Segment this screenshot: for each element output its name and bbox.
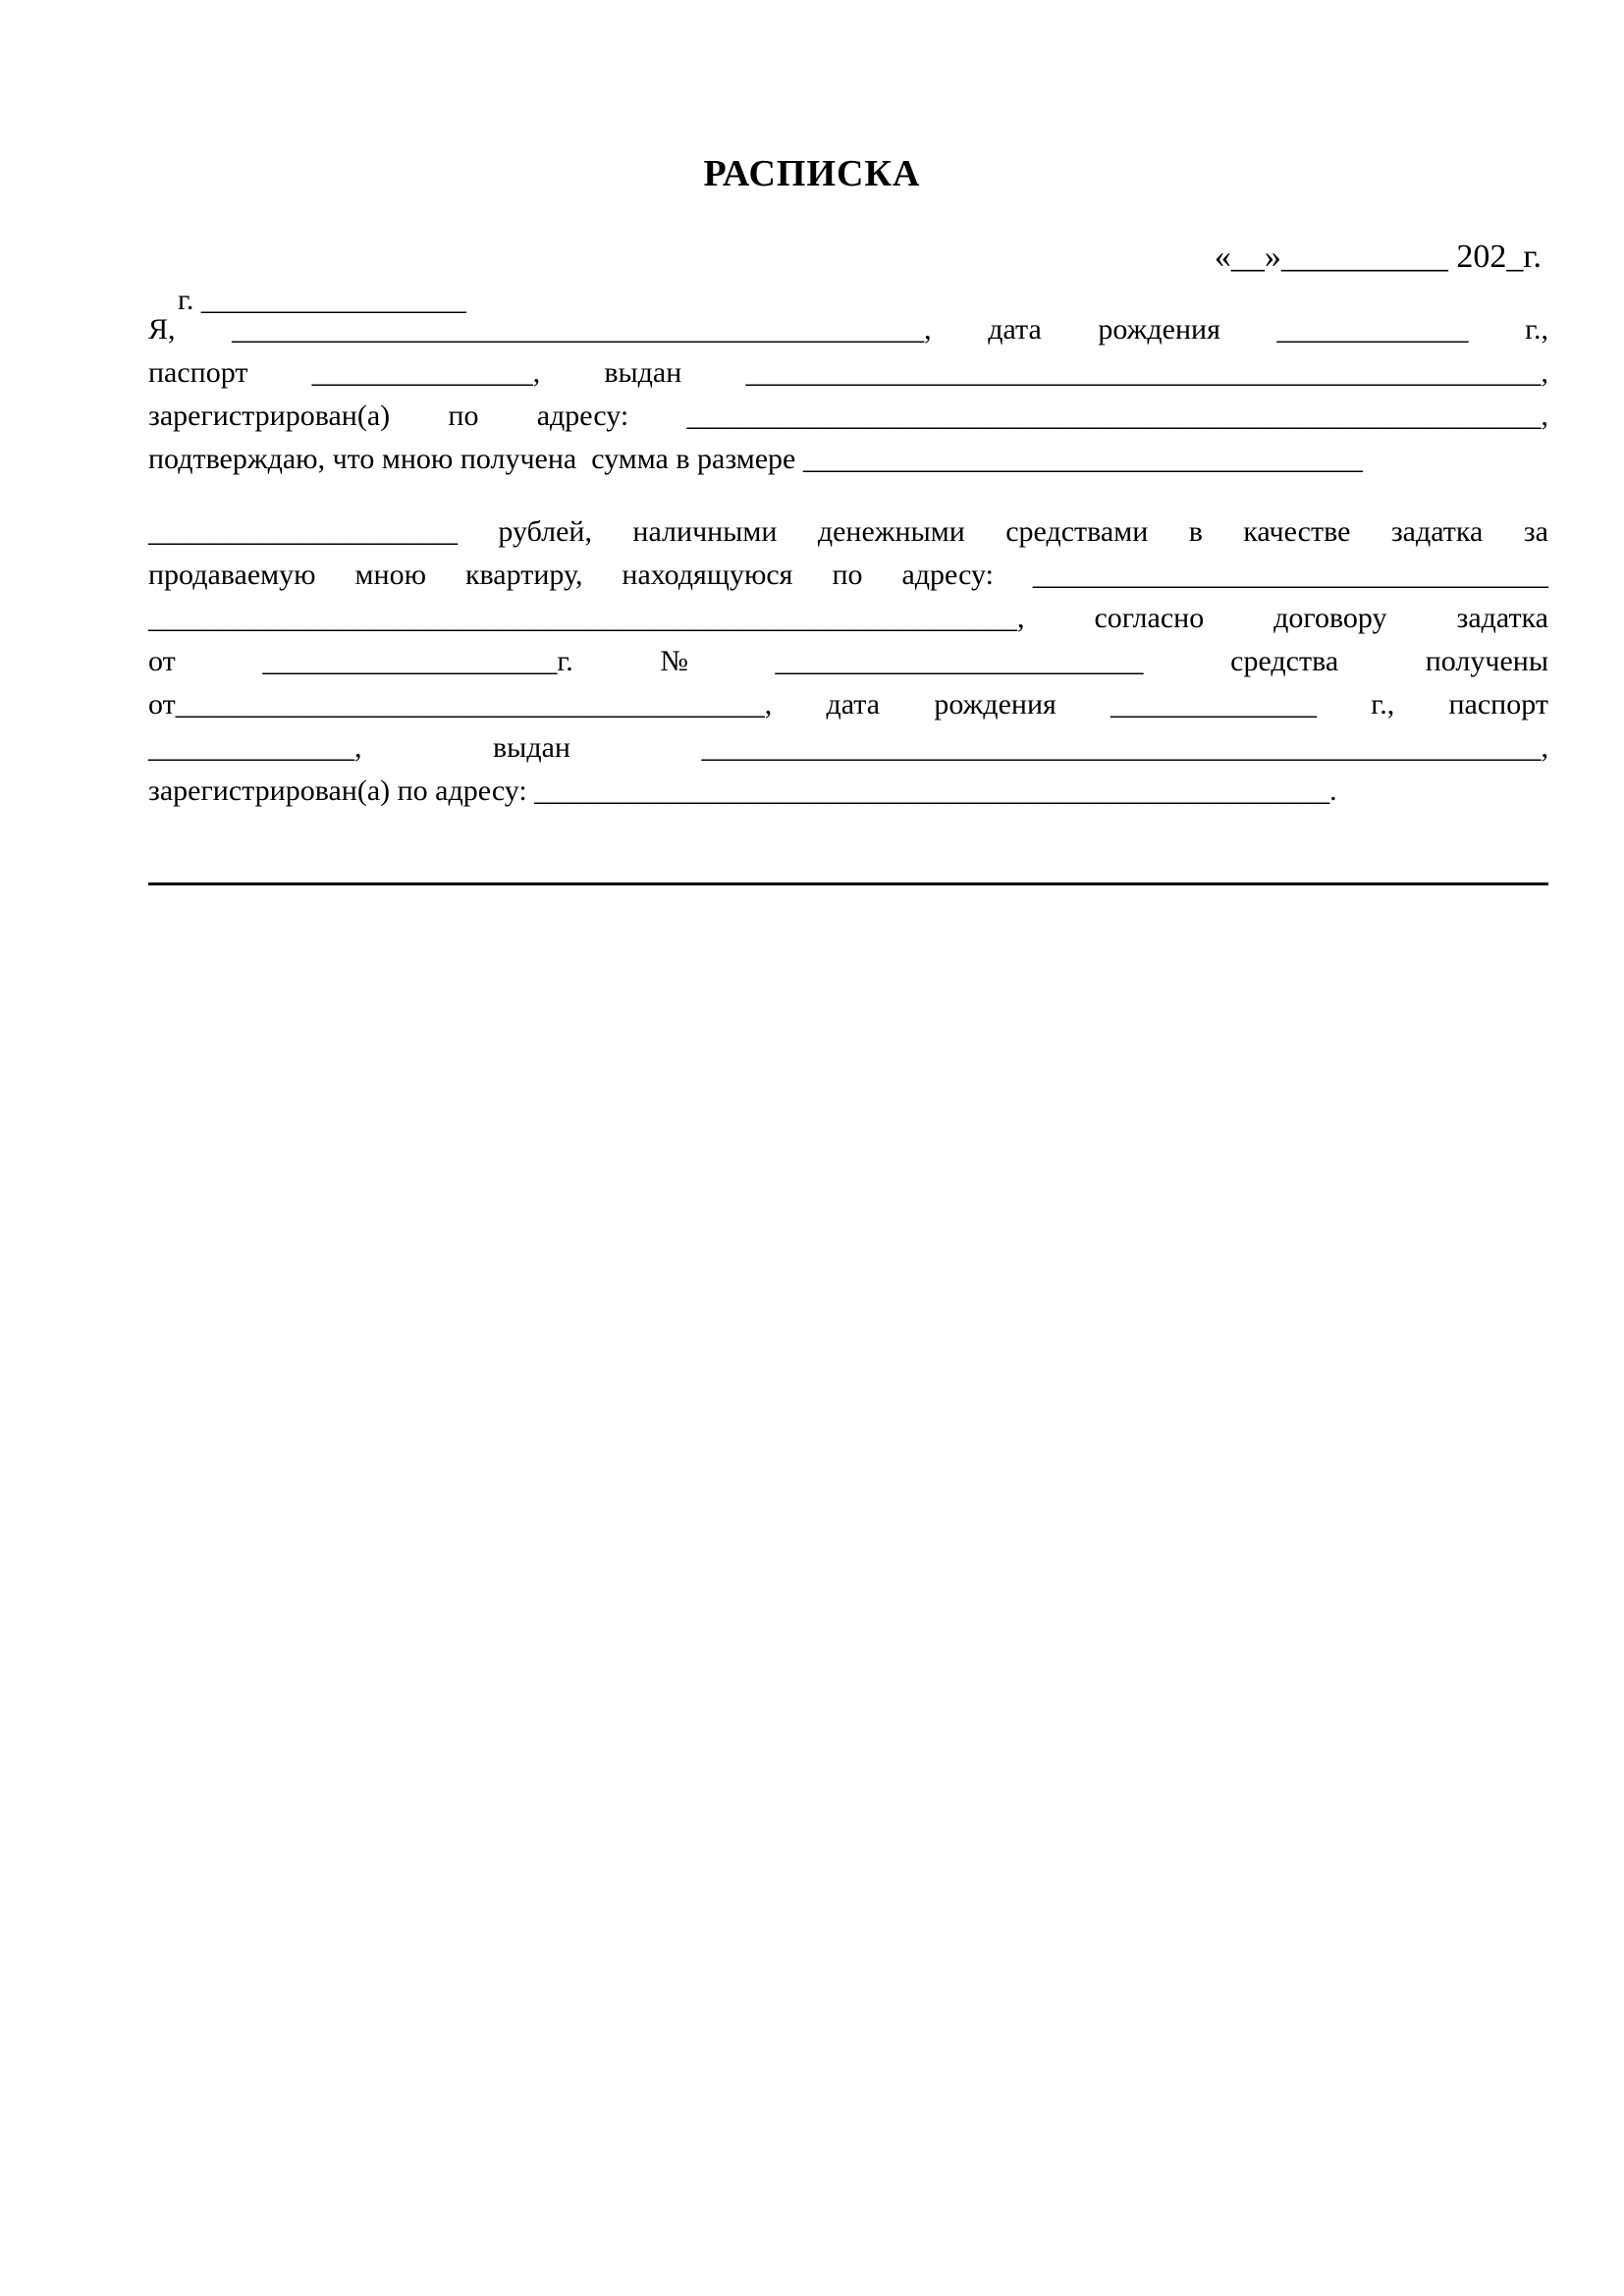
name-blank: _______________________________________________,: [232, 313, 932, 346]
word: от: [148, 645, 176, 677]
document-title: РАСПИСКА: [703, 153, 921, 194]
address-blank: __________________________________________________________,: [686, 400, 1548, 432]
word: паспорт: [1448, 688, 1548, 721]
paragraph1-line4: подтверждаю, что мною получена сумма в размере ______________________________________: [148, 443, 1363, 475]
apartment-address-blank: ___________________________________: [1032, 559, 1548, 591]
word: дата: [826, 688, 881, 721]
word: средства: [1230, 645, 1339, 677]
word: выдан: [604, 356, 682, 389]
paragraph2-line3: [148, 597, 1548, 640]
word: адресу:: [901, 559, 994, 591]
payer-birthdate-blank: ______________: [1110, 688, 1318, 721]
paragraph2-line1: [148, 510, 1548, 554]
word: мною: [354, 559, 426, 591]
paragraph1-line2: [148, 351, 1548, 395]
word: задатка: [1456, 602, 1548, 634]
word: средствами: [1005, 515, 1149, 548]
word: г.,: [1525, 313, 1548, 346]
word: по: [448, 400, 479, 432]
contract-date-blank: ____________________г.: [262, 645, 573, 677]
birthdate-blank: _____________: [1276, 313, 1469, 346]
contract-number-blank: _________________________: [775, 645, 1144, 677]
word: качестве: [1243, 515, 1351, 548]
date-field: «__»__________ 202_г.: [1214, 239, 1542, 275]
paragraph2-line4: [148, 640, 1548, 683]
word: адресу:: [536, 400, 629, 432]
word: выдан: [493, 731, 570, 764]
word: получены: [1425, 645, 1548, 677]
paragraph1-line3: [148, 395, 1548, 438]
word: находящуюся: [622, 559, 793, 591]
amount-blank: _____________________: [148, 515, 458, 548]
word: рождения: [934, 688, 1056, 721]
city-label: г. __________________: [178, 284, 466, 316]
word: паспорт: [148, 356, 248, 389]
payer-issued-by-blank: _________________________________________________________,: [701, 731, 1548, 764]
word: за: [1523, 515, 1548, 548]
word: г.,: [1371, 688, 1395, 721]
apartment-address-blank-cont: ___________________________________________________________,: [148, 602, 1025, 634]
word: рождения: [1098, 313, 1220, 346]
paragraph1-line1: [148, 308, 1548, 351]
word: денежными: [817, 515, 965, 548]
word: квартиру,: [464, 559, 583, 591]
word: рублей,: [498, 515, 592, 548]
paragraph2-line5: [148, 683, 1548, 726]
word: по: [832, 559, 863, 591]
word: зарегистрирован(а): [148, 400, 391, 432]
word: задатка: [1390, 515, 1484, 548]
paragraph2-line2: [148, 554, 1548, 597]
word: согласно: [1094, 602, 1205, 634]
signature-rule: [148, 882, 1548, 885]
number-sign: №: [660, 645, 688, 677]
word: наличными: [632, 515, 778, 548]
paragraph2-line6: [148, 726, 1548, 770]
paragraph2-line7: зарегистрирован(а) по адресу: ______________________________________________________.: [148, 774, 1337, 807]
word: в: [1188, 515, 1203, 548]
payer-passport-blank: ______________,: [148, 731, 362, 764]
payer-name-blank: от________________________________________,: [148, 688, 773, 721]
word: продаваемую: [148, 559, 316, 591]
issued-by-blank: ______________________________________________________,: [745, 356, 1548, 389]
word: договору: [1273, 602, 1387, 634]
word: Я,: [148, 313, 176, 346]
word: дата: [988, 313, 1042, 346]
passport-blank: _______________,: [311, 356, 541, 389]
